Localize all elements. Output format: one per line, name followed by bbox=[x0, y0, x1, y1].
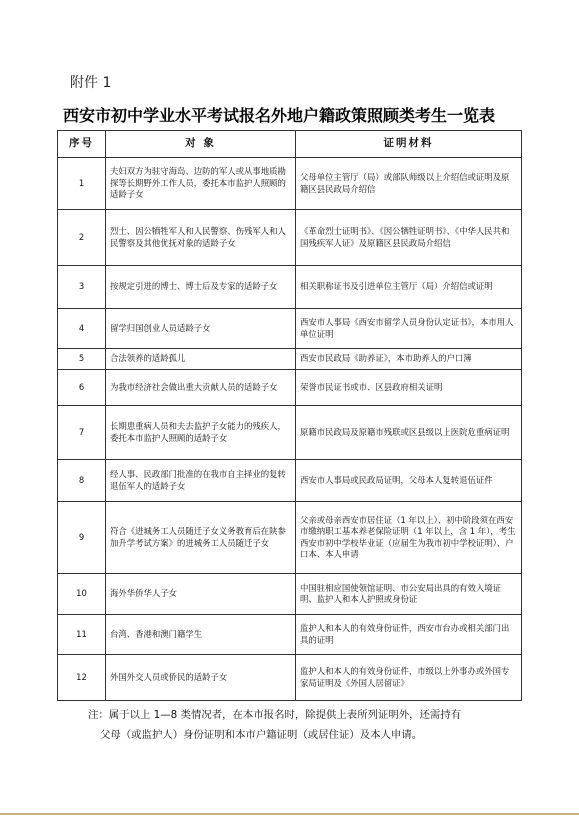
row-object: 留学归国创业人员适龄子女 bbox=[106, 309, 296, 349]
row-num: 10 bbox=[58, 574, 106, 615]
row-num: 3 bbox=[58, 266, 106, 309]
row-num: 1 bbox=[58, 158, 106, 210]
row-num: 9 bbox=[58, 502, 106, 574]
row-object: 经人事、民政部门批准的在我市自主择业的复转退伍军人的适龄子女 bbox=[106, 460, 296, 502]
row-object: 按规定引进的博士、博士后及专家的适龄子女 bbox=[106, 266, 296, 309]
row-proof: 中国驻相应国使领馆证明、市公安局出具的有效入境证明、监护人和本人护照或身份证 bbox=[296, 574, 522, 615]
row-proof: 父母单位主管厅（局）或部队师级以上介绍信或证明及原籍区县民政局介绍信 bbox=[296, 158, 522, 210]
row-proof: 《革命烈士证明书》、《因公牺牲证明书》、《中华人民共和国残疾军人证》及原籍区县民政局介绍信 bbox=[296, 210, 522, 266]
table-row bbox=[58, 615, 522, 655]
row-object: 海外华侨华人子女 bbox=[106, 574, 296, 615]
footnote bbox=[88, 705, 518, 745]
row-num: 12 bbox=[58, 655, 106, 701]
header-proof: 证明材料 bbox=[296, 131, 522, 158]
row-object: 夫妇双方为驻守海岛、边防的军人或从事地质勘探等长期野外工作人员，委托本市监护人照顾的适龄子女 bbox=[106, 158, 296, 210]
row-num: 5 bbox=[58, 349, 106, 370]
row-proof: 西安市人事局或民政局证明，父母本人复转退伍证件 bbox=[296, 460, 522, 502]
table-row bbox=[58, 210, 522, 266]
header-object: 对 象 bbox=[106, 131, 296, 158]
row-proof: 监护人和本人的有效身份证件，市级以上外事办或外国专家局证明及《外国人居留证》 bbox=[296, 655, 522, 701]
row-proof: 西安市民政局《助养证》，本市助养人的户口簿 bbox=[296, 349, 522, 370]
row-num: 8 bbox=[58, 460, 106, 502]
row-num: 7 bbox=[58, 406, 106, 460]
row-proof: 西安市人事局《西安市留学人员身份认定证书》，本市用人单位证明 bbox=[296, 309, 522, 349]
row-object: 符合《进城务工人员随迁子女义务教育后在陕参加升学考试方案》的进城务工人员随迁子女 bbox=[106, 502, 296, 574]
footnote-line-2: 父母（或监护人）身份证明和本市户籍证明（或居住证）及本人申请。 bbox=[100, 729, 423, 741]
footnote-line-1: 注：属于以上 1—8 类情况者，在本市报名时，除提供上表所列证明外，还需持有 bbox=[88, 709, 462, 721]
row-object: 台湾、香港和澳门籍学生 bbox=[106, 615, 296, 655]
attachment-label: 附件 1 bbox=[70, 75, 112, 91]
row-proof: 监护人和本人的有效身份证件，西安市台办或相关部门出具的证明 bbox=[296, 615, 522, 655]
row-object: 长期患重病人员和夫去监护子女能力的残疾人，委托本市监护人照顾的适龄子女 bbox=[106, 406, 296, 460]
row-object: 为我市经济社会做出重大贡献人员的适龄子女 bbox=[106, 370, 296, 406]
table-row bbox=[58, 158, 522, 210]
table-row bbox=[58, 502, 522, 574]
policy-table bbox=[57, 130, 522, 701]
table-row bbox=[58, 574, 522, 615]
row-proof: 荣誉市民证书或市、区县政府相关证明 bbox=[296, 370, 522, 406]
table-row bbox=[58, 266, 522, 309]
row-num: 6 bbox=[58, 370, 106, 406]
table-row bbox=[58, 655, 522, 701]
row-num: 2 bbox=[58, 210, 106, 266]
row-object: 合法领养的适龄孤儿 bbox=[106, 349, 296, 370]
row-num: 11 bbox=[58, 615, 106, 655]
row-object: 烈士、因公牺牲军人和人民警察、伤残军人和人民警察及其他优抚对象的适龄子女 bbox=[106, 210, 296, 266]
row-proof: 原籍市民政局及原籍市残联或区县级以上医院危重病证明 bbox=[296, 406, 522, 460]
row-object: 外国外交人员或侨民的适龄子女 bbox=[106, 655, 296, 701]
row-num: 4 bbox=[58, 309, 106, 349]
table-header-row bbox=[58, 131, 522, 158]
table-row bbox=[58, 309, 522, 349]
table-row bbox=[58, 349, 522, 370]
table-row bbox=[58, 406, 522, 460]
page-title: 西安市初中学业水平考试报名外地户籍政策照顾类考生一览表 bbox=[63, 106, 496, 125]
page-bottom-rule bbox=[0, 813, 579, 815]
table-row bbox=[58, 370, 522, 406]
row-proof: 相关职称证书及引进单位主管厅（局）介绍信或证明 bbox=[296, 266, 522, 309]
table-row bbox=[58, 460, 522, 502]
row-proof: 父亲或母亲西安市居住证（1 年以上）、初中阶段须在西安市缴纳职工基本养老保险证明（1 年以上，含 1 年），考生西安市初中学校毕业证（应届生为我市初中学校证明）、户口本、本人申请 bbox=[296, 502, 522, 574]
header-num: 序号 bbox=[58, 131, 106, 158]
